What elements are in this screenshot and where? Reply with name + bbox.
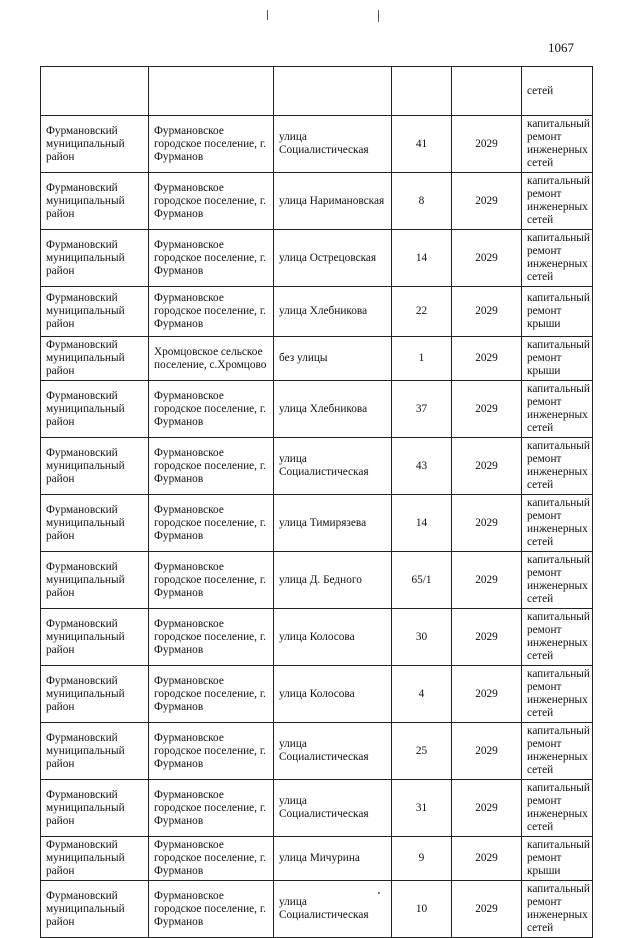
cell-district: Фурмановский муниципальный район — [41, 116, 149, 173]
scan-mark — [378, 892, 380, 894]
cell-street: улица Социалистическая — [274, 881, 392, 938]
cell-work: капитальный ремонт инженерных сетей — [522, 666, 593, 723]
cell-settlement: Фурмановское городское поселение, г. Фурманов — [149, 287, 274, 337]
cell-street — [274, 67, 392, 116]
table-row — [41, 666, 593, 723]
cell-street: улица Социалистическая — [274, 438, 392, 495]
cell-street: улица Социалистическая — [274, 780, 392, 837]
table-row — [41, 495, 593, 552]
cell-work: капитальный ремонт инженерных сетей — [522, 552, 593, 609]
table-row-continuation — [41, 67, 593, 116]
cell-year: 2029 — [452, 552, 522, 609]
cell-house — [392, 67, 452, 116]
table-row — [41, 723, 593, 780]
scan-mark — [267, 10, 268, 20]
table-row — [41, 837, 593, 881]
table-row — [41, 230, 593, 287]
cell-settlement: Фурмановское городское поселение, г. Фурманов — [149, 438, 274, 495]
cell-work: капитальный ремонт инженерных сетей — [522, 723, 593, 780]
cell-street: улица Социалистическая — [274, 116, 392, 173]
cell-district: Фурмановский муниципальный район — [41, 666, 149, 723]
table-row — [41, 381, 593, 438]
cell-settlement: Фурмановское городское поселение, г. Фурманов — [149, 837, 274, 881]
table-row — [41, 881, 593, 938]
cell-street: улица Наримановская — [274, 173, 392, 230]
cell-year: 2029 — [452, 381, 522, 438]
cell-year: 2029 — [452, 173, 522, 230]
cell-street: улица Социалистическая — [274, 723, 392, 780]
cell-house: 10 — [392, 881, 452, 938]
cell-work: капитальный ремонт инженерных сетей — [522, 438, 593, 495]
cell-settlement: Фурмановское городское поселение, г. Фурманов — [149, 230, 274, 287]
cell-house: 65/1 — [392, 552, 452, 609]
cell-work: капитальный ремонт крыши — [522, 837, 593, 881]
cell-work: капитальный ремонт инженерных сетей — [522, 780, 593, 837]
cell-year: 2029 — [452, 438, 522, 495]
cell-year: 2029 — [452, 837, 522, 881]
cell-district: Фурмановский муниципальный район — [41, 230, 149, 287]
cell-settlement: Хромцовское сельское поселение, с.Хромцово — [149, 337, 274, 381]
cell-street: улица Д. Бедного — [274, 552, 392, 609]
cell-district: Фурмановский муниципальный район — [41, 780, 149, 837]
cell-year: 2029 — [452, 230, 522, 287]
cell-street: улица Колосова — [274, 609, 392, 666]
table-row — [41, 780, 593, 837]
cell-street: улица Острецовская — [274, 230, 392, 287]
cell-settlement: Фурмановское городское поселение, г. Фурманов — [149, 609, 274, 666]
cell-district: Фурмановский муниципальный район — [41, 287, 149, 337]
cell-settlement: Фурмановское городское поселение, г. Фурманов — [149, 723, 274, 780]
table-row — [41, 552, 593, 609]
cell-year: 2029 — [452, 780, 522, 837]
cell-house: 14 — [392, 495, 452, 552]
cell-house: 43 — [392, 438, 452, 495]
table-row — [41, 609, 593, 666]
cell-street: улица Мичурина — [274, 837, 392, 881]
cell-street: без улицы — [274, 337, 392, 381]
cell-house: 1 — [392, 337, 452, 381]
cell-work: капитальный ремонт инженерных сетей — [522, 116, 593, 173]
scan-mark — [378, 10, 379, 22]
cell-year: 2029 — [452, 666, 522, 723]
cell-year: 2029 — [452, 881, 522, 938]
cell-house: 31 — [392, 780, 452, 837]
cell-district: Фурмановский муниципальный район — [41, 495, 149, 552]
cell-settlement: Фурмановское городское поселение, г. Фурманов — [149, 780, 274, 837]
table-row — [41, 116, 593, 173]
cell-district — [41, 67, 149, 116]
cell-year: 2029 — [452, 609, 522, 666]
cell-street: улица Тимирязева — [274, 495, 392, 552]
cell-work: капитальный ремонт инженерных сетей — [522, 881, 593, 938]
cell-work: капитальный ремонт инженерных сетей — [522, 230, 593, 287]
cell-street: улица Хлебникова — [274, 287, 392, 337]
cell-district: Фурмановский муниципальный район — [41, 881, 149, 938]
cell-street: улица Хлебникова — [274, 381, 392, 438]
cell-district: Фурмановский муниципальный район — [41, 552, 149, 609]
cell-work: капитальный ремонт инженерных сетей — [522, 609, 593, 666]
cell-year: 2029 — [452, 495, 522, 552]
cell-district: Фурмановский муниципальный район — [41, 609, 149, 666]
cell-district: Фурмановский муниципальный район — [41, 723, 149, 780]
cell-year: 2029 — [452, 337, 522, 381]
cell-house: 25 — [392, 723, 452, 780]
cell-street: улица Колосова — [274, 666, 392, 723]
cell-district: Фурмановский муниципальный район — [41, 438, 149, 495]
table-row — [41, 173, 593, 230]
cell-work: капитальный ремонт инженерных сетей — [522, 173, 593, 230]
table-body — [41, 67, 593, 938]
cell-house: 4 — [392, 666, 452, 723]
housing-registry-table — [40, 66, 593, 938]
cell-work: сетей — [522, 67, 593, 116]
cell-house: 8 — [392, 173, 452, 230]
cell-year: 2029 — [452, 116, 522, 173]
cell-settlement: Фурмановское городское поселение, г. Фурманов — [149, 381, 274, 438]
cell-house: 37 — [392, 381, 452, 438]
cell-year — [452, 67, 522, 116]
cell-settlement: Фурмановское городское поселение, г. Фурманов — [149, 495, 274, 552]
cell-district: Фурмановский муниципальный район — [41, 173, 149, 230]
table-row — [41, 287, 593, 337]
cell-house: 41 — [392, 116, 452, 173]
cell-work: капитальный ремонт инженерных сетей — [522, 495, 593, 552]
table-row — [41, 337, 593, 381]
cell-work: капитальный ремонт крыши — [522, 337, 593, 381]
cell-work: капитальный ремонт инженерных сетей — [522, 381, 593, 438]
cell-settlement: Фурмановское городское поселение, г. Фурманов — [149, 173, 274, 230]
cell-year: 2029 — [452, 723, 522, 780]
cell-district: Фурмановский муниципальный район — [41, 837, 149, 881]
cell-house: 22 — [392, 287, 452, 337]
cell-district: Фурмановский муниципальный район — [41, 337, 149, 381]
cell-house: 14 — [392, 230, 452, 287]
cell-settlement: Фурмановское городское поселение, г. Фурманов — [149, 552, 274, 609]
cell-work: капитальный ремонт крыши — [522, 287, 593, 337]
cell-settlement — [149, 67, 274, 116]
cell-settlement: Фурмановское городское поселение, г. Фурманов — [149, 116, 274, 173]
cell-district: Фурмановский муниципальный район — [41, 381, 149, 438]
cell-house: 30 — [392, 609, 452, 666]
page-number: 1067 — [548, 40, 574, 55]
table-row — [41, 438, 593, 495]
cell-settlement: Фурмановское городское поселение, г. Фурманов — [149, 666, 274, 723]
cell-house: 9 — [392, 837, 452, 881]
cell-settlement: Фурмановское городское поселение, г. Фурманов — [149, 881, 274, 938]
cell-year: 2029 — [452, 287, 522, 337]
